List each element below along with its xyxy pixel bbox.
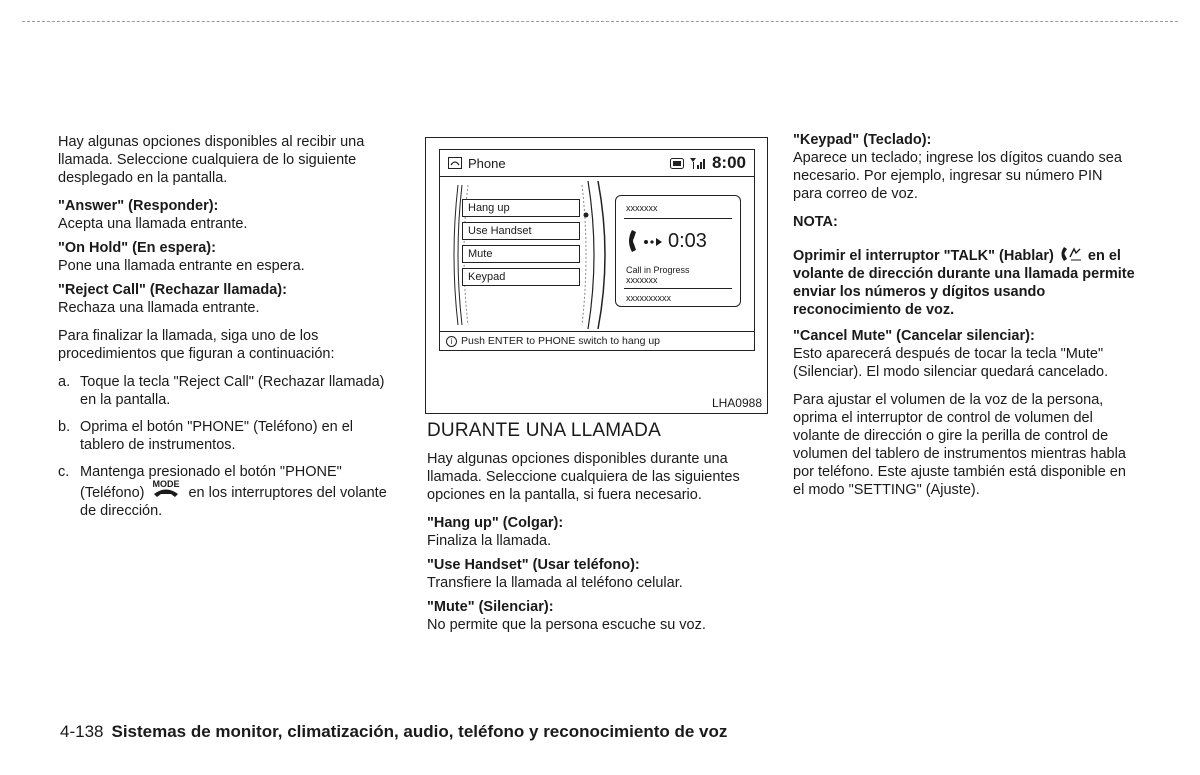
option-title: "Mute" (Silenciar): [427, 599, 554, 615]
menu-hang-up[interactable]: Hang up [462, 199, 580, 217]
note-text-after: en el volante de dirección durante una llamada permite enviar los números y dígitos usando reconocimiento de voz. [793, 248, 1135, 318]
option-reject-call [58, 281, 401, 317]
option-title: "Answer" (Responder): [58, 198, 219, 214]
cancel-mute-title: "Cancel Mute" (Cancelar silenciar): [793, 328, 1035, 344]
screen-footer [440, 331, 754, 350]
menu-keypad[interactable]: Keypad [462, 268, 580, 286]
during-call-intro: Hay algunas opciones disponibles durante una llamada. Seleccione cualquiera de las siguientes opciones en la pantalla, si fuera necesario. [427, 451, 740, 503]
chapter-title: Sistemas de monitor, climatización, audio, teléfono y reconocimiento de voz [111, 722, 728, 741]
list-text: Toque la tecla "Reject Call" (Rechazar llamada) en la pantalla. [80, 374, 385, 408]
card-bottom-value: xxxxxxxxxx [626, 293, 671, 303]
figure-code: LHA0988 [711, 396, 762, 410]
screen-header [440, 150, 754, 177]
column-left [58, 133, 401, 529]
list-text-after: en los interruptores del volante de dirección. [80, 485, 387, 519]
list-text: Oprima el botón "PHONE" (Teléfono) en el tablero de instrumentos. [80, 419, 354, 453]
top-rule [22, 21, 1178, 22]
phone-icon [448, 157, 462, 169]
phone-screen [439, 149, 755, 351]
menu-mute[interactable]: Mute [462, 245, 580, 263]
option-use-handset [427, 556, 769, 592]
list-marker: b. [58, 419, 71, 435]
list-text-before: Mantenga presionado el botón "PHONE" (Teléfono) [80, 464, 342, 501]
clock: 8:00 [711, 153, 746, 172]
option-title: "Hang up" (Colgar): [427, 515, 564, 531]
info-icon: i [446, 336, 457, 347]
keypad-title: "Keypad" (Teclado): [793, 132, 932, 148]
card-divider [624, 288, 732, 289]
card-divider [624, 218, 732, 219]
option-title: "On Hold" (En espera): [58, 240, 216, 256]
list-item-b [58, 418, 401, 454]
handset-icon [626, 228, 666, 254]
list-marker: a. [58, 374, 71, 390]
option-hang-up [427, 514, 769, 550]
option-desc: Acepta una llamada entrante. [58, 216, 248, 232]
phone-mode-icon [150, 481, 182, 499]
option-desc: Pone una llamada entrante en espera. [58, 258, 305, 274]
call-status-sub: xxxxxxx [626, 275, 658, 285]
list-marker: c. [58, 464, 70, 480]
option-mute [427, 598, 769, 634]
option-desc: Rechaza una llamada entrante. [58, 300, 260, 316]
call-menu [450, 187, 584, 322]
column-middle [427, 420, 769, 640]
keypad-desc: Aparece un teclado; ingrese los dígitos cuando sea necesario. Por ejemplo, ingresar su número PIN para correo de voz. [793, 150, 1122, 202]
call-status: Call in Progress [626, 265, 690, 275]
option-desc: Transfiere la llamada al teléfono celular. [427, 575, 683, 591]
note-text-before: Oprimir el interruptor "TALK" (Hablar) [793, 248, 1054, 264]
option-on-hold [58, 239, 401, 275]
timer-value: 0:03 [668, 229, 707, 252]
status-area [670, 153, 746, 173]
footer-instruction: Push ENTER to PHONE switch to hang up [461, 334, 661, 347]
talk-switch-icon [1058, 245, 1084, 263]
section-title: DURANTE UNA LLAMADA [427, 420, 661, 441]
list-item-c [58, 463, 401, 520]
list-text [80, 463, 401, 520]
option-title: "Reject Call" (Rechazar llamada): [58, 282, 287, 298]
phone-screen-figure [425, 137, 768, 414]
note-body [793, 245, 1135, 319]
screen-title: Phone [468, 155, 506, 171]
option-desc: No permite que la persona escuche su voz. [427, 617, 706, 633]
option-answer [58, 197, 401, 233]
signal-strength-icon [690, 157, 706, 169]
incoming-intro: Hay algunas opciones disponibles al recibir una llamada. Seleccione cualquiera de lo siguiente desplegado en la pantalla. [58, 134, 365, 186]
list-item-a [58, 373, 401, 409]
page-number: 4-138 [60, 722, 104, 741]
cancel-mute-desc: Esto aparecerá después de tocar la tecla "Mute" (Silenciar). El modo silenciar quedará cancelado. [793, 346, 1109, 380]
call-timer [626, 228, 707, 254]
call-info-card [615, 195, 741, 307]
volume-paragraph: Para ajustar el volumen de la voz de la persona, oprima el interruptor de control de volumen del volante de dirección o gire la perilla de control de volumen del tablero de instrumentos mientras habla por teléfono. Este ajuste también está disponible en el modo "SETTING" (Ajuste). [793, 392, 1126, 498]
option-desc: Finaliza la llamada. [427, 533, 552, 549]
mode-icon-label: MODE [152, 479, 180, 489]
menu-use-handset[interactable]: Use Handset [462, 222, 580, 240]
end-call-intro: Para finalizar la llamada, siga uno de los procedimientos que figuran a continuación: [58, 328, 335, 362]
column-right [793, 131, 1135, 509]
phone-status-icon [670, 158, 684, 169]
option-title: "Use Handset" (Usar teléfono): [427, 557, 640, 573]
page-footer [60, 722, 727, 742]
note-title: NOTA: [793, 214, 838, 230]
caller-number: xxxxxxx [626, 203, 658, 213]
